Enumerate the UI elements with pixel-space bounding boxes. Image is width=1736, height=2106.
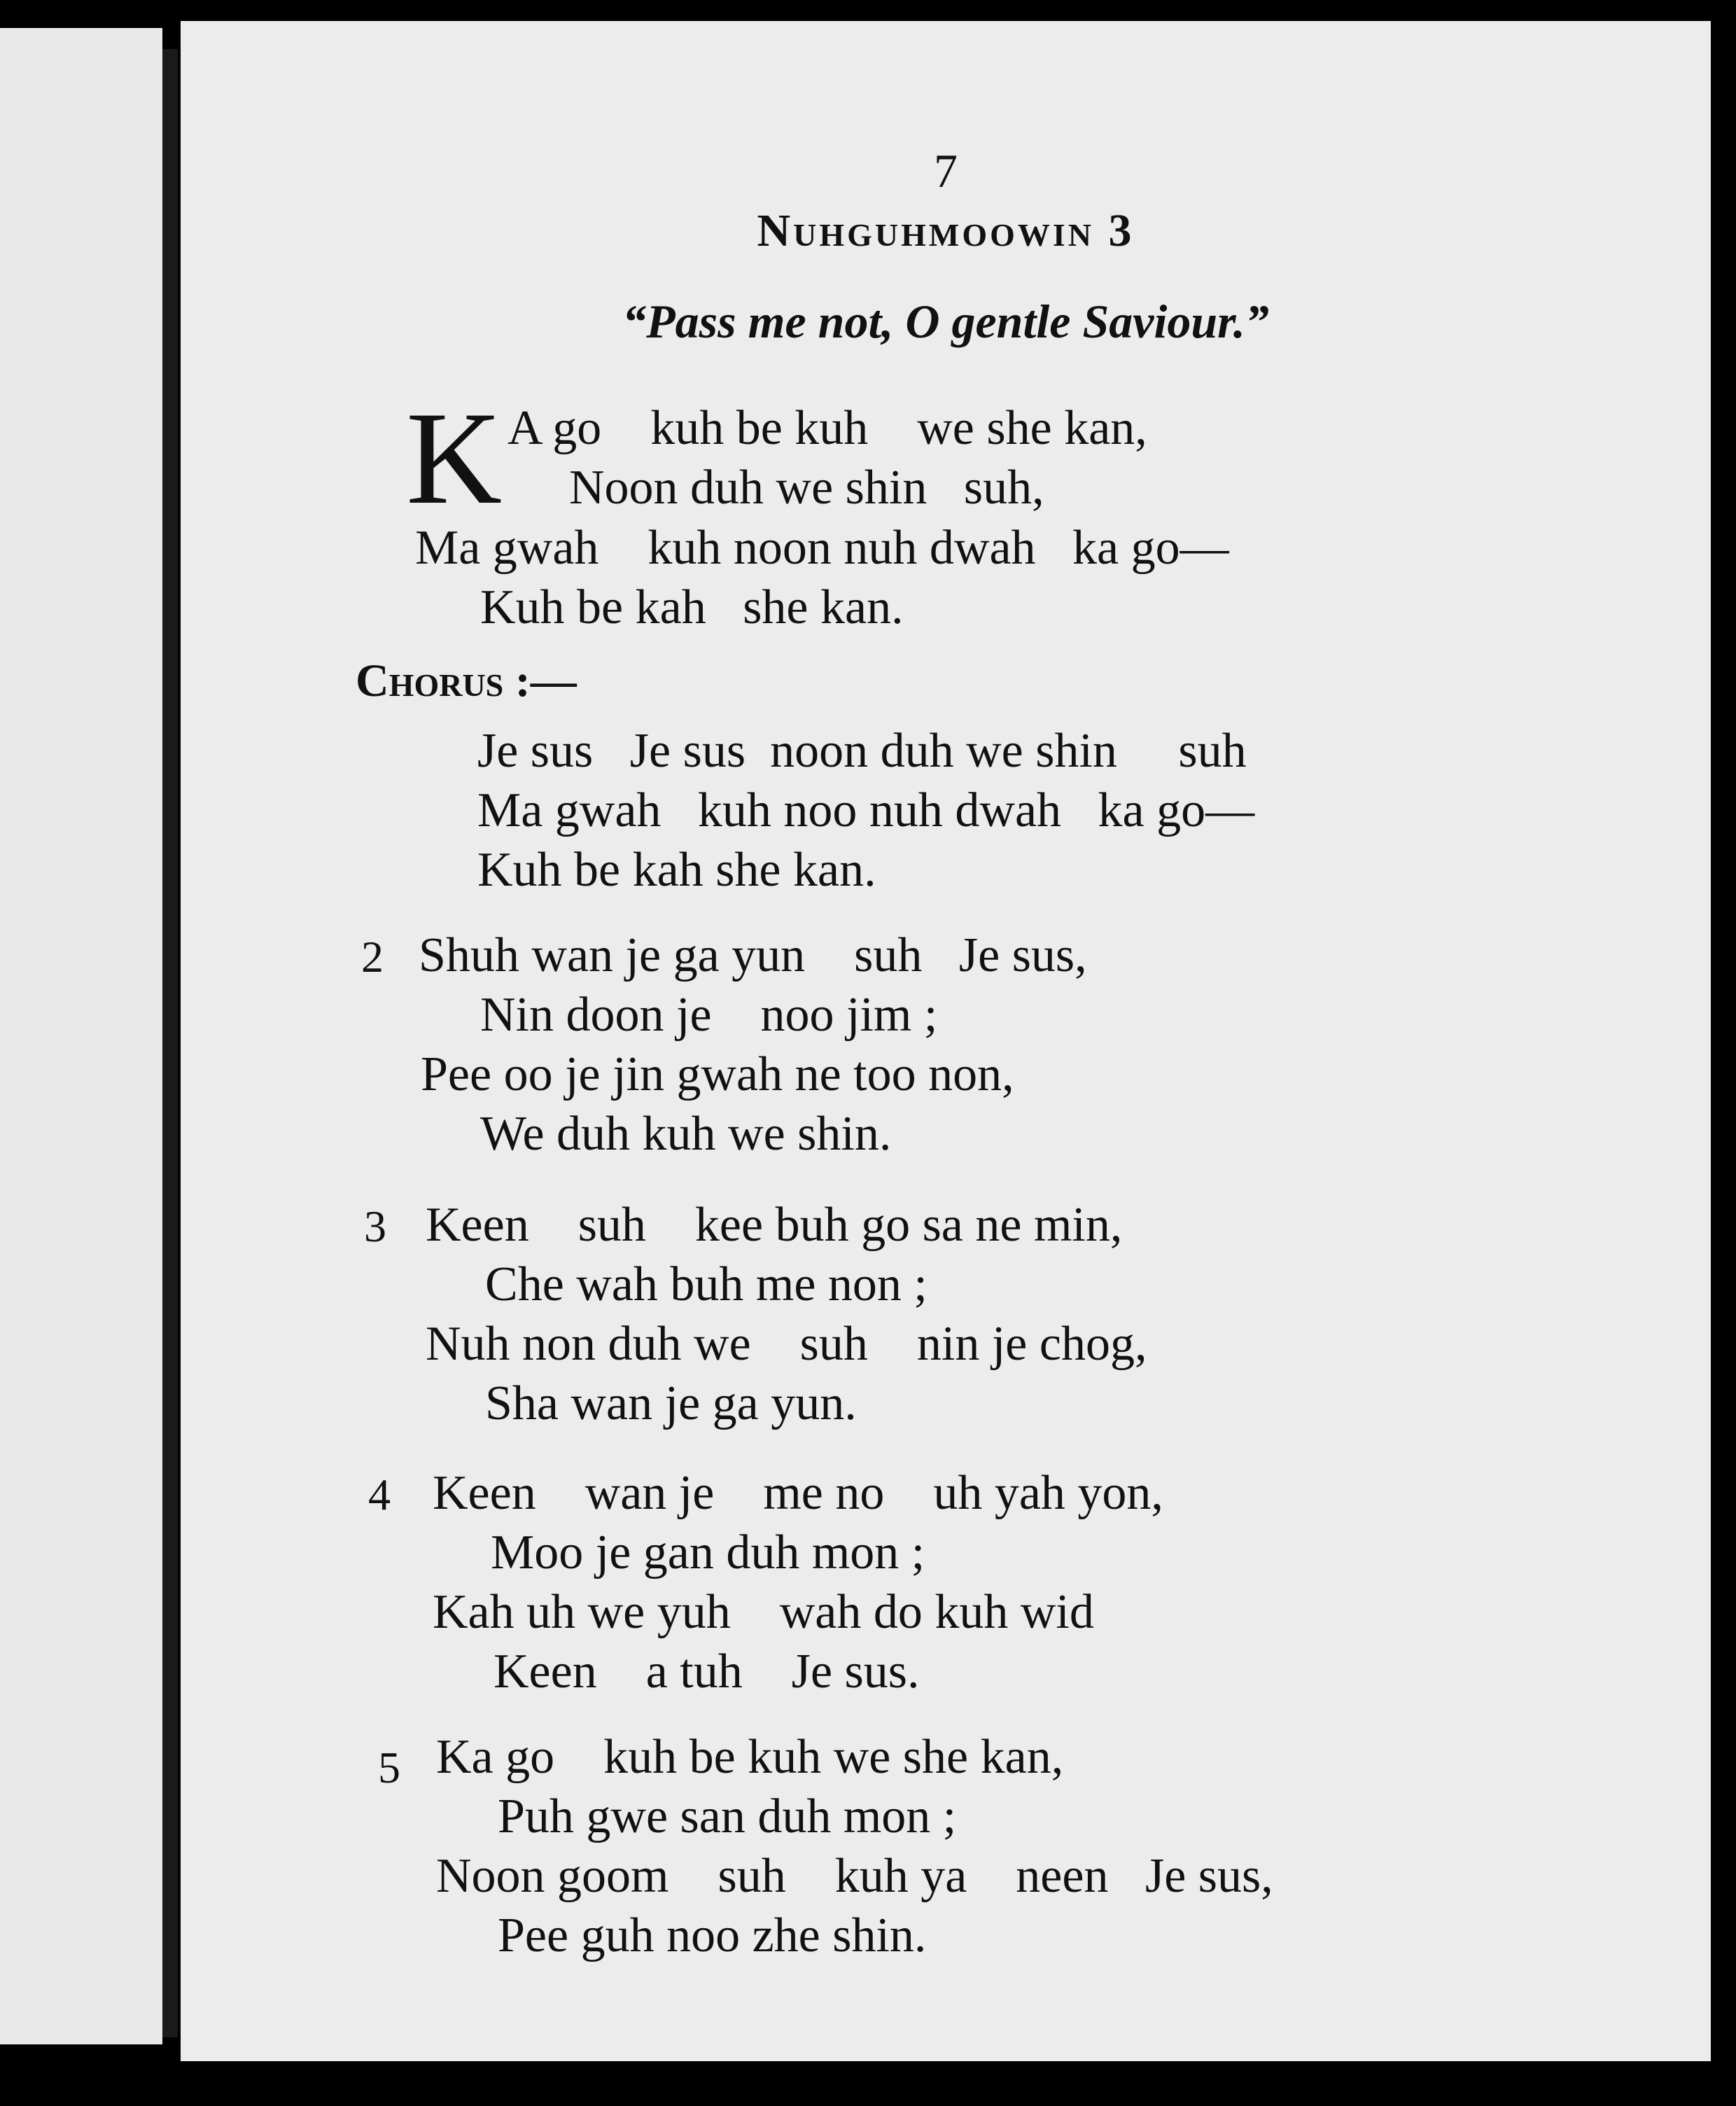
verse-line: Pee guh noo zhe shin. [498, 1909, 927, 1962]
verse-line: Keen a tuh Je sus. [493, 1645, 920, 1699]
verse-line: Ma gwah kuh noon nuh dwah ka go— [415, 521, 1229, 575]
verse-line: A go kuh be kuh we she kan, [507, 401, 1147, 455]
verse-line: Noon goom suh kuh ya neen Je sus, [436, 1849, 1273, 1903]
verse-number: 5 [378, 1743, 400, 1792]
verse-line: Che wah buh me non ; [485, 1257, 927, 1311]
verse-line: We duh kuh we shin. [480, 1107, 892, 1161]
verse-line: Sha wan je ga yun. [485, 1376, 857, 1430]
verse-line: Shuh wan je ga yun suh Je sus, [419, 928, 1087, 982]
chorus-line: Je sus Je sus noon duh we shin suh [477, 724, 1247, 778]
verse-line: Ka go kuh be kuh we she kan, [436, 1730, 1064, 1784]
verse-line: Nuh non duh we suh nin je chog, [426, 1317, 1147, 1371]
verse-line: Pee oo je jin gwah ne too non, [421, 1047, 1014, 1101]
page-number: 7 [934, 144, 958, 197]
verse-number: 2 [361, 932, 384, 982]
verse-line: Keen wan je me no uh yah yon, [433, 1466, 1163, 1520]
binding-gutter [162, 49, 178, 2037]
chorus-line: Ma gwah kuh noo nuh dwah ka go— [477, 783, 1255, 837]
verse-line: Kah uh we yuh wah do kuh wid [433, 1585, 1094, 1639]
chorus-line: Kuh be kah she kan. [477, 843, 876, 897]
verse-line: Kuh be kah she kan. [480, 580, 904, 634]
chorus-label: Chorus :— [356, 655, 577, 706]
verse-line: Puh gwe san duh mon ; [498, 1790, 957, 1843]
verse-line: Noon duh we shin suh, [569, 461, 1044, 515]
verse-number: 3 [364, 1201, 386, 1251]
drop-cap: K [406, 385, 503, 532]
verse-number: 4 [368, 1470, 391, 1519]
hymn-title: Nuhguhmoowin 3 [757, 205, 1135, 256]
facing-page [0, 28, 162, 2044]
book-page [181, 21, 1711, 2061]
verse-line: Keen suh kee buh go sa ne min, [426, 1198, 1123, 1252]
tune-title: “Pass me not, O gentle Saviour.” [622, 295, 1269, 348]
verse-line: Nin doon je noo jim ; [480, 988, 938, 1042]
verse-line: Moo je gan duh mon ; [491, 1526, 925, 1580]
